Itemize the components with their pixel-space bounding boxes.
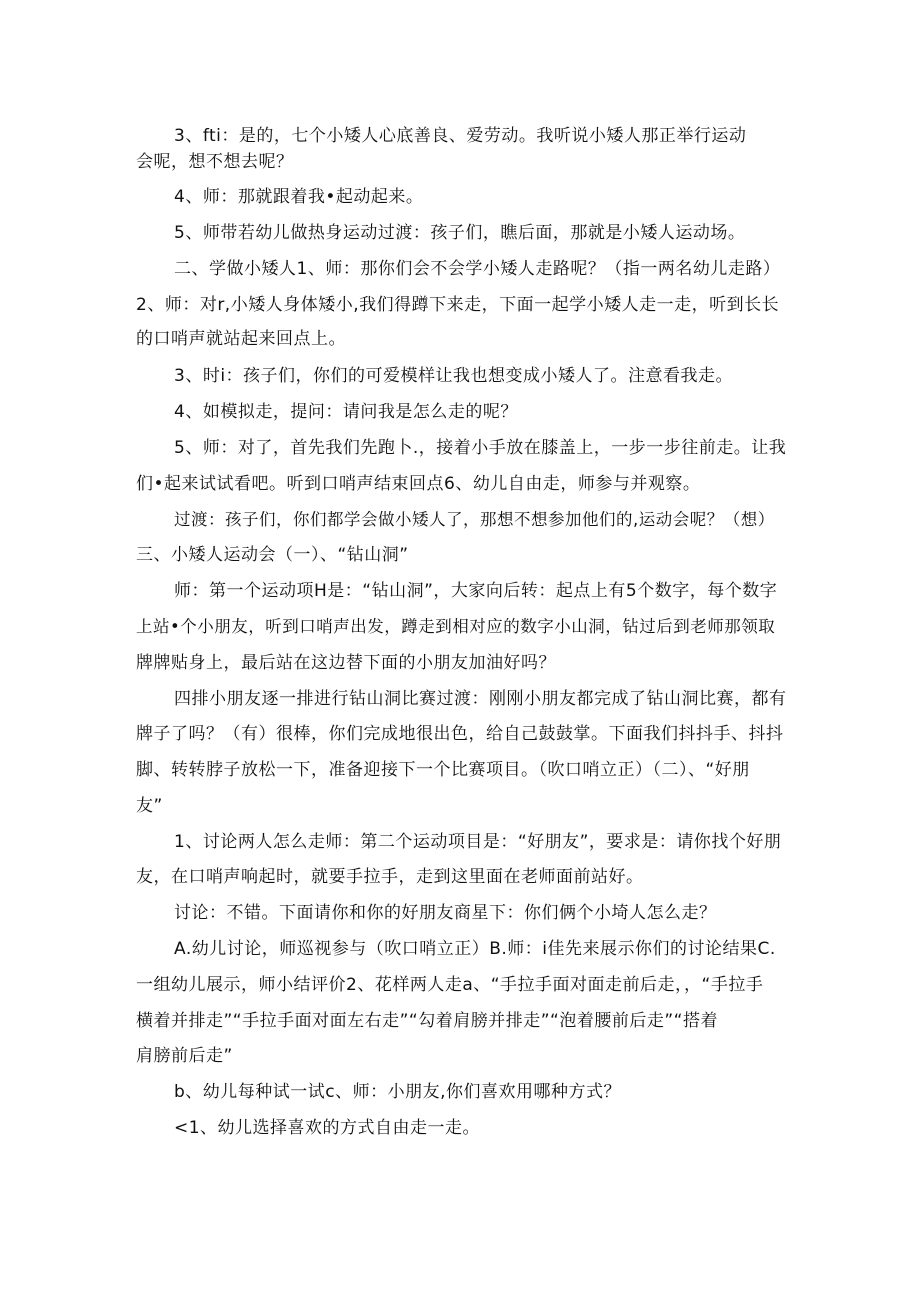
- text-line: 过渡：孩子们，你们都学会做小矮人了，那想不想参加他们的,运动会呢？（想）: [174, 510, 775, 529]
- text-line: b、幼儿每种试一试c、师：小朋友,你们喜欢用哪种方式？: [174, 1082, 622, 1102]
- text-line: 5、师：对了，首先我们先跑卜.，接着小手放在膝盖上，一步一步往前走。让我: [174, 438, 787, 458]
- text-line: 3、fti：是的，七个小矮人心底善良、爱劳动。我听说小矮人那正举行运动: [174, 126, 747, 146]
- text-line: 友，在口哨声响起时，就要手拉手，走到这里面在老师面前站好。: [136, 867, 644, 887]
- text-line: 5、师带若幼儿做热身运动过渡：孩子们，瞧后面，那就是小矮人运动场。: [174, 223, 746, 243]
- text-line: 讨论：不错。下面请你和你的好朋友商星下：你们俩个小埼人怎么走？: [174, 903, 717, 923]
- text-line: 四排小朋友逐一排进行钻山洞比赛过渡：刚刚小朋友都完成了钻山洞比赛，都有: [174, 689, 787, 709]
- text-line: 横着并排走”“手拉手面对面左右走”“勾着肩膀并排走”“泡着腰前后走”“搭着: [136, 1011, 718, 1031]
- text-line: 3、时i：孩子们，你们的可爱模样让我也想变成小矮人了。注意看我走。: [174, 366, 734, 386]
- text-line: 牌牌贴身上，最后站在这边替下面的小朋友加油好吗？: [136, 653, 556, 673]
- text-line: 肩膀前后走”: [136, 1046, 233, 1066]
- text-line: 的口哨声就站起来回点上。: [136, 329, 346, 349]
- text-line: 一组幼儿展示，师小结评价2、花样两人走a、“手拉手面对面走前后走，，“手拉手: [136, 975, 764, 995]
- text-line: 们•起来试试看吧。听到口哨声结束回点6、幼儿自由走，师参与并观察。: [136, 474, 701, 494]
- text-line: <1、幼儿选择喜欢的方式自由走一走。: [174, 1118, 481, 1138]
- text-line: 牌子了吗？（有）很棒，你们完成地很出色，给自己鼓鼓掌。下面我们抖抖手、抖抖: [136, 724, 784, 744]
- text-line: 上站•个小朋友，听到口哨声出发，蹲走到相对应的数字小山洞，钻过后到老师那领取: [136, 617, 776, 636]
- text-line: 2、师：对r,小矮人身体矮小,我们得蹲下来走，下面一起学小矮人走一走，听到长长: [136, 295, 780, 315]
- text-line: 4、如模拟走，提问：请问我是怎么走的呢？: [174, 402, 518, 422]
- text-line: 师：第一个运动项H是：“钻山洞”，大家向后转：起点上有5个数字，每个数字: [174, 581, 778, 601]
- text-line: 会呢，想不想去呢？: [136, 152, 294, 172]
- text-line: 4、师：那就跟着我•起动起来。: [174, 187, 424, 207]
- text-line: 脚、转转脖子放松一下，准备迎接下一个比赛项目。（吹口哨立正）（二）、“好朋: [136, 760, 750, 780]
- text-line: A.幼儿讨论，师巡视参与（吹口哨立正）B.师：i佳先来展示你们的讨论结果C.: [174, 939, 776, 959]
- text-line: 1、讨论两人怎么走师：第二个运动项目是：“好朋友”，要求是：请你找个好朋: [174, 832, 782, 852]
- text-line: 友”: [136, 796, 163, 816]
- section-heading: 三、小矮人运动会（一）、“钻山洞”: [136, 545, 409, 565]
- section-heading: 二、学做小矮人1、师：那你们会不会学小矮人走路呢？（指一两名幼儿走路）: [174, 259, 781, 279]
